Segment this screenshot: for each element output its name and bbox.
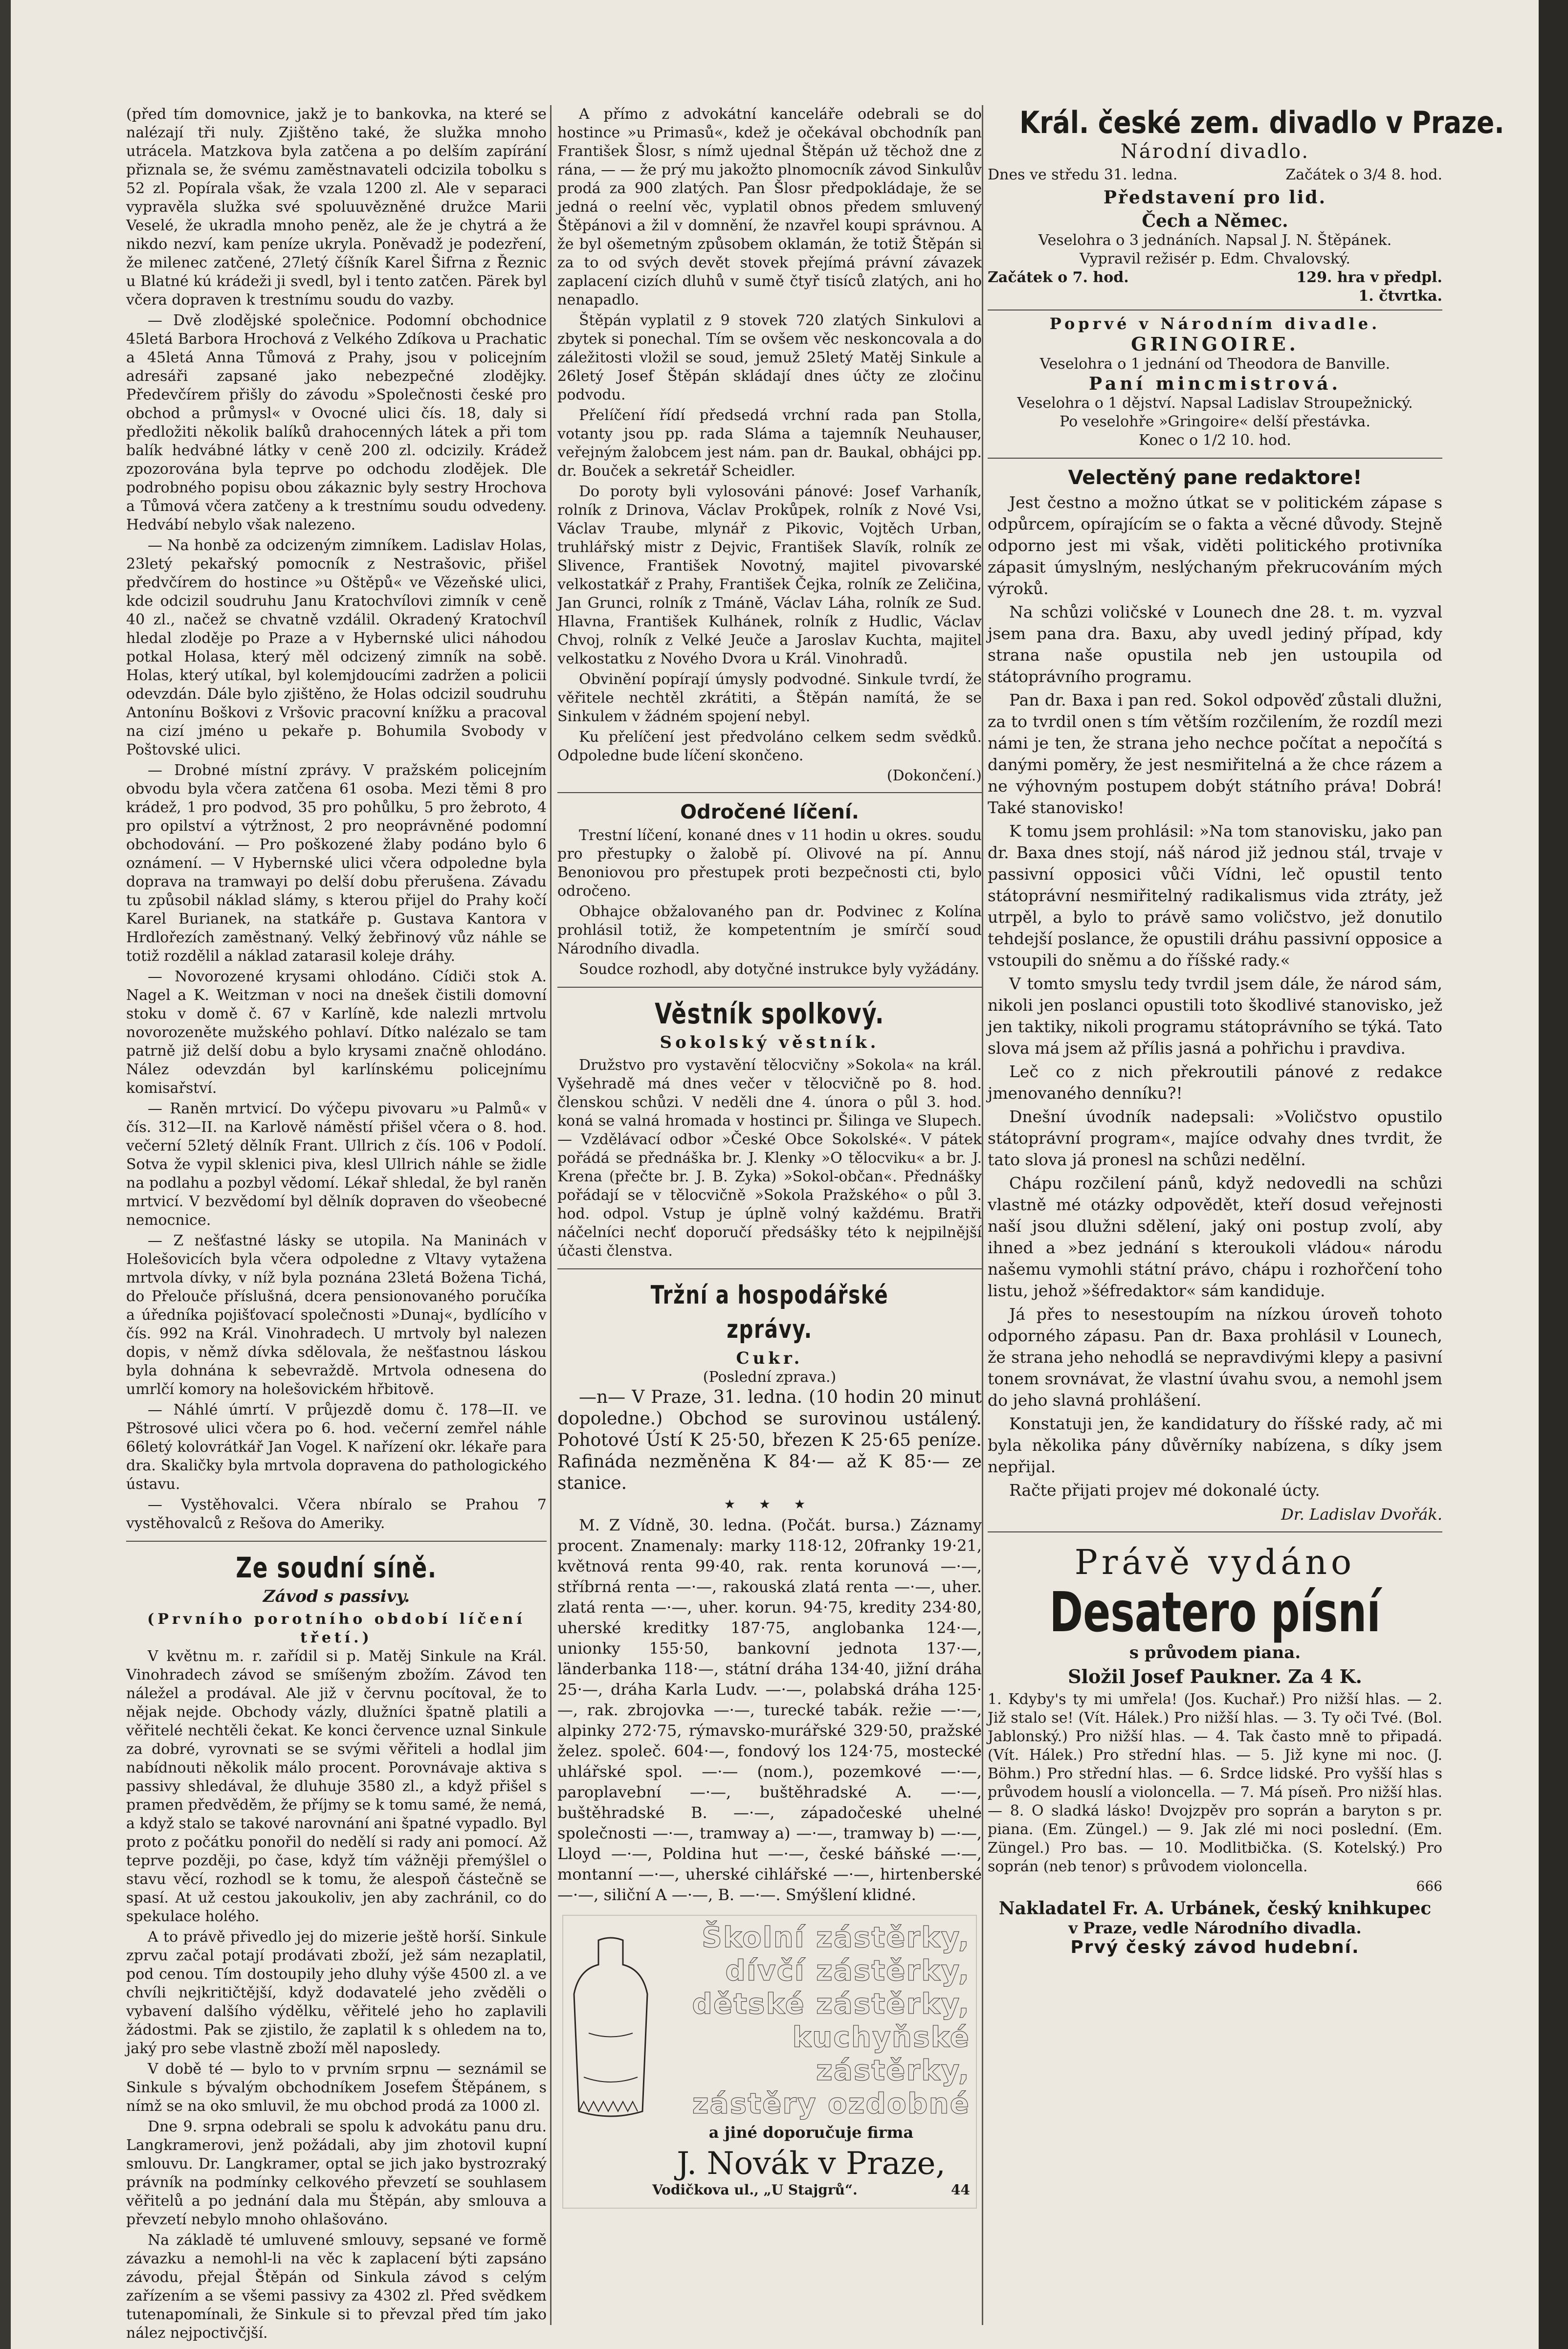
court-continued: Štěpán vyplatil z 9 stovek 720 zlatých Sinkulovi a zbytek si ponechal. Tím se ovšem věc neskoncovala a do záležitosti vložil se soud, jemuž 25letý Matěj Sinkule a 26letý Josef Štěpán skládají dnes účty ze zločinu podvodu. <box>557 312 982 403</box>
ad-publisher-address: v Praze, vedle Národního divadla. <box>1068 1919 1362 1937</box>
section-divider <box>557 987 982 988</box>
ad-address: Vodičkova ul., „U Stajgrů“. <box>652 2182 858 2198</box>
court-continued: Ku přelíčení jest předvoláno celkem sedm svědků. Odpoledne bude líčení skončeno. <box>557 729 982 764</box>
article-drobne: — Drobné místní zprávy. V pražském policejním obvodu byla včera zatčena 61 osoba. Mezi těmi 8 pro krádež, 1 pro podvod, 35 pro pohůlku, 5 pro žebroto, 4 pro opilství a výtržnost, 2 pro neoprávněné podomní obchodování. — Pro poškozené žlaby podáno bylo 6 oznámení. — V Hybernské ulici včera odpoledne byla doprava na tramwayi po delší dobu přerušena. Závadu tu způsobil náklad slámy, s kterou přijel do Prahy kočí Karel Burianek, na statkáře p. Gustava Kantora v Hrdlořezích zaměstnaný. Velký žebřinový vůz náhle se totiž rozdělil a náklad zatarasil koleje dráhy. <box>126 762 547 965</box>
play-intermission: Po veselohře »Gringoire« delší přestávka. <box>1060 413 1370 430</box>
apron-illustration-icon <box>569 1935 652 2121</box>
ad-pruvodem: s průvodem piana. <box>1129 1643 1301 1662</box>
column-rule-1 <box>550 105 552 2325</box>
section-divider <box>988 458 1442 459</box>
ad-desatero-pisni: Desatero písní <box>1049 1581 1381 1644</box>
article-ranen: — Raněn mrtvicí. Do výčepu pivovaru »u Palmů« v čís. 312—II. na Karlově náměstí přišel včera o 8. hod. večerní 52letý dělník Frant. Ullrich z čís. 106 v Podolí. Sotva že vypil sklenici piva, klesl Ullrich náhle se židle na podlahu a pozbyl vědomí. Lékař shledal, že byl raněn mrtvicí. V bezvědomí byl dělník dopraven do všeobecné nemocnice. <box>126 1100 547 1229</box>
column-3 <box>988 105 1504 2320</box>
ad-song-list: 1. Kdyby's ty mi umřela! (Jos. Kuchař.) Pro nižší hlas. — 2. Již stalo se! (Vít. Hálek.) Pro nižší hlas. — 3. Ty oči Tvé. (Bol. Jablonský.) Pro nižší hlas. — 4. Tak často mně to připadá. (Vít. Hálek.) Pro střední hlas. — 5. Již kyne mi noc. (J. Böhm.) Pro střední hlas. — 6. Srdce lidské. Pro vyšší hlas s průvodem houslí a violoncella. — 7. Má píseň. Pro nižší hlas. — 8. O sladká lásko! Dvojzpěv pro soprán a baryton s pr. piana. (Em. Züngel.) — 9. Jak zlé mi noci poslední. (Em. Züngel.) Pro bas. — 10. Modlitbička. (S. Kotelský.) Pro soprán (neb tenor) s průvodem violoncella. <box>988 1691 1442 1875</box>
ad-prave-vydano: Právě vydáno <box>1074 1542 1356 1582</box>
court-paragraph: Na základě té umluvené smlouvy, sepsané ve formě závazku a nemohl-li na věc k zaplacení býti zapsáno závodu, přejal Štěpán od Sinkula závod s celým zařízením a se všemi passivy za 4302 zl. Před svědkem tutenapomínali, že Sinkule si to převzal před tím jako nález nejpoctivčjší. <box>126 2232 547 2342</box>
letter-paragraph: Chápu rozčilení pánů, když nedovedli na schůzi vlastně mé otázky odpovědět, kteří dosud veřejnosti naší jsou dlužni sdělení, jaký oni postup zvolí, aby ihned a »bez jednání s kteroukoli vládou« národu našemu vymohli státní právo, chápu i rozhořčení toho listu, jehož »šéfredaktor« sám kandiduje. <box>988 1174 1442 1300</box>
letter-signature: Dr. Ladislav Dvořák. <box>1281 1505 1442 1524</box>
section-title-trzni: Tržní a hospodářské zprávy. <box>650 1281 889 1344</box>
bursa-paragraph: M. Z Vídně, 30. ledna. (Počát. bursa.) Záznamy procent. Znamenaly: marky 118·12, 20franky 19·21, květnová renta 99·40, rak. renta korunová —·—, stříbrná renta —·—, rakouská zlatá renta —·—, uher. zlatá renta —·—, uher. korun. 94·75, kredity 234·80, uherské kreditky 187·75, anglobanka 124·—, unionky 155·50, bankovní jednota 137·—, länderbanka 118·—, státní dráha 134·40, jižní dráha 25·—, dráha Karla Ludv. —·—, polabská dráha 125·—, rak. zbrojovka —·—, turecké tabák. režie —·—, alpinky 272·75, rýmavsko-murářské 329·50, pražské želez. společ. 604·—, fondový los 124·75, mostecké uhlářské spol. —·— (nom.), pozemkové —·—, paroplavební —·—, buštěhradské A. —·—, buštěhradské B. —·—, západočeské uhelné společnosti —·—, tramway a) —·—, tramway b) —·—, Lloyd —·—, Poldina hut —·—, české báňské —·—, montanní —·—, uherské cihlářské —·—, hirtenberské —·—, siliční A —·—, B. —·—. Smýšlení klidné. <box>557 1516 982 1904</box>
theatre-start: Začátek o 3/4 8. hod. <box>1285 166 1442 183</box>
court-session: (Prvního porotního období líčení třetí.) <box>147 1611 526 1646</box>
play-quarter: 1. čtvrtka. <box>1358 288 1442 305</box>
play-end: Konec o 1/2 10. hod. <box>1139 432 1291 449</box>
ad-line-2: dívčí zástěrky, <box>725 1954 970 1987</box>
cukr-paragraph: —n— V Praze, 31. ledna. (10 hodin 20 minut dopoledne.) Obchod se surovinou ustálený. Pohotové Ústí K 25·50, březen K 25·65 peníze. Rafináda nezměněna K 84·— až K 85·— ze stanice. <box>557 1387 982 1493</box>
ad-line-4: kuchyňské zástěrky, <box>792 2020 970 2087</box>
court-subtitle: Závod s passivy. <box>263 1587 410 1606</box>
court-paragraph: V době té — bylo to v prvním srpnu — seznámil se Sinkule s bývalým obchodníkem Josefem Štěpánem, s nímž se na oko smluvil, že mu obchod prodá za 1000 zl. <box>126 2061 547 2115</box>
court-continued: A přímo z advokátní kanceláře odebrali se do hostince »u Primasů«, kdež je očekával obchodník pan František Šlosr, s nímž ujednal Štěpán už těchož dne z rána, — — že prý mu jakožto plnomocník závod Sinkulův prodá za 900 zlatých. Pan Šlosr předpokládaje, že se jedná o reelní věc, vyplatil obnos předem smluvený Štěpánovi a žil v domnění, že nzavřel koupi správnou. A že byl ošemetným způsobem oklamán, že totiž Štěpán si za to od svých devět stovek přejímá právní závazek zaplacení cizích dluhů v sumě čtyř tisíců zlatých, ani ho nenapadlo. <box>557 106 982 309</box>
play-description: Veselohra o 3 jednáních. Napsal J. N. Štěpánek. <box>1038 232 1392 249</box>
vestnik-subtitle: Sokolský věstník. <box>660 1033 880 1052</box>
play-mincmistrova-desc: Veselohra o 1 dějství. Napsal Ladislav Stroupežnický. <box>1017 395 1413 412</box>
ad-recommend: a jiné doporučuje firma <box>708 2123 914 2142</box>
ad-publisher: Nakladatel Fr. A. Urbánek, český knihkupec <box>998 1898 1432 1919</box>
section-title-vestnik: Věstník spolkový. <box>655 997 884 1030</box>
section-divider <box>557 792 982 793</box>
advertisement-aprons <box>562 1915 977 2209</box>
play-director: Vypravil režisér p. Edm. Chvalovský. <box>1080 250 1350 267</box>
odrocene-paragraph: Soudce rozhodl, aby dotyčné instrukce byly vyžádány. <box>579 961 979 978</box>
article-paragraph: (před tím domovnice, jakž je to bankovka, na které se nalézají tři nuly. Zjištěno také, že služka mnoho utrácela. Matzkova byla zatčena a po delším zapírání přiznala se, že svému zaměstnavateli odcizila tobolku s 52 zl. Popírala však, že vzala 1200 zl. Ale v separaci vypravěla služka své spoluuvězněné družce Marii Veselé, že ukradla mnoho peněz, ale že je chytrá a že nikdo nezví, kam peníze ukryla. Poněvadž je podezření, že milenec zatčené, 27letý číšník Karel Šifrna z Řeznic u Blatné kú krádeži ji svedl, byl i tento zatčen. Pärek byl včera dopraven k trestnímu soudu do vazby. <box>126 106 547 309</box>
letter-paragraph: Já přes to nesestoupím na nízkou úroveň tohoto odporného zápasu. Pan dr. Baxa prohlásil v Lounech, že strana jeho nehodlá se nepravdivými klepy a pasivní tonem srovnávat, že vlastní úvahu svou, a nemohl jsem do jeho slavná prohlášení. <box>988 1305 1442 1410</box>
play-gringoire-desc: Veselohra o 1 jednání od Theodora de Banville. <box>1039 355 1391 373</box>
ad-number: 666 <box>1416 1878 1442 1894</box>
article-zlodejske: — Dvě zlodějské společnice. Podomní obchodnice 45letá Barbora Hrochová z Velkého Zdíkova u Prachatic a 45letá Anna Tůmová z Prahy, jsou v policejním adresáři zapsané jako nebezpečné zlodějky. Předevčírem přišly do závodu »Společnosti české pro obchod a průmysl« v Ovocné ulici čís. 18, daly si předložiti několik balíků drahocenných látek a při tom balík hedvábné látky v ceně 200 zl. odcizily. Krádež zpozorována byla teprve po odchodu zlodějek. Dle podrobného popisu obou zákaznic byly sestry Hrochova a Tůmová včera zatčeny a k trestnímu soudu odvedeny. Hedvábí nebylo však nalezeno. <box>126 312 547 533</box>
play-subscription: 129. hra v předpl. <box>1296 269 1442 286</box>
letter-paragraph: Račte přijati projev mé dokonalé úcty. <box>1009 1481 1320 1500</box>
letter-paragraph: Leč co z nich překroutili pánové z redakce jmenovaného denníku?! <box>988 1062 1442 1103</box>
theatre-title: Král. české zem. divadlo v Praze. <box>1019 105 1504 140</box>
cukr-subtitle: (Poslední zprava.) <box>703 1369 837 1386</box>
odrocene-paragraph: Trestní líčení, konané dnes v 11 hodin u okres. soudu pro přestupky o žalobě pí. Olivové na pí. Annu Benoniovou pro přestupek proti bezpečnosti cti, bylo odročeno. <box>557 827 982 900</box>
ad-composer: Složil Josef Paukner. Za 4 K. <box>1068 1665 1362 1687</box>
play-start: Začátek o 7. hod. <box>988 269 1129 286</box>
theatre-subtitle: Národní divadlo. <box>1120 140 1310 163</box>
continuation-note: (Dokončení.) <box>886 767 982 784</box>
letter-paragraph: Pan dr. Baxa i pan red. Sokol odpověď zůstali dlužni, za to tvrdil onen s tím větším rozčilením, že rozdíl mezi námi je ten, že strana jeho nechce počítat a nepočítá s danými poměry, že jest nesmiřitelná a že chce rázem a ne výhovným postupem dobýt státního práva! Dobrá! Také stanovisko! <box>988 690 1442 817</box>
letter-paragraph: Jest čestno a možno útkat se v politickém zápase s odpůrcem, opírajícím se o fakta a věcné důvody. Stejně odporno jest mi však, viděti politického protivníka zápasit úmyslným, neslýchaným překrucováním mých výroků. <box>988 493 1442 598</box>
play-mincmistrova: Paní mincmistrová. <box>1088 374 1342 394</box>
ad-firm: J. Novák v Praze, <box>677 2146 946 2182</box>
court-paragraph: Dne 9. srpna odebrali se spolu k advokátu panu dru. Langkramerovi, jenž požádali, aby jim zhotovil kupní smlouvu. Dr. Langkramer, optal se jich jako bystrozraký právník na podmínky celkového převzetí se souhlasem věřitelů a po jednání dala mu Štěpán, aby smlouva a převzetí nebylo mnoho ohlašováno. <box>126 2118 547 2228</box>
article-utopila: — Z nešťastné lásky se utopila. Na Maninách v Holešovicích byla včera odpoledne z Vltavy vytažena mrtvola dívky, v níž byla poznána 23letá Božena Tichá, do Přeloučе příslušná, dcera pensionovaného poručíka a úředníka pojišťovací společnosti »Dunaj«, bydlícího v čís. 992 na Král. Vinohradech. U mrtvoly byl nalezen dopis, v němž dívka sdělovala, že nešťastnou láskou byla dohnána k sebevraždě. Mrtvola odnesena do umrlčí komory na holešovickém hřbitově. <box>126 1232 547 1398</box>
court-jurors: Do poroty byli vylosováni pánové: Josef Varhaník, rolník z Drinova, Václav Prokůpek, rolník z Nové Vsi, Václav Traube, mlynář z Pikovic, Vojtěch Urban, truhlářský mistr z Dejvic, František Slavík, rolník ze Slivence, František Novotný, majitel pivovarské velkostatkář z Prahy, František Čejka, rolník ze Zeličina, Jan Grunci, rolník z Tmáně, Václav Láha, rolník ze Sud. Hlavna, František Kulhánek, rolník z Hudlic, Václav Chvoj, rolník z Velké Jeuče a Jaroslav Kuchta, majitel velkostatku z Nového Dvora u Král. Vinohradů. <box>557 483 982 667</box>
section-divider <box>988 1531 1442 1532</box>
ad-line-3: dětské zástěrky, <box>692 1987 970 2020</box>
play-gringoire: GRINGOIRE. <box>1131 333 1299 355</box>
ad-line-1: Školní zástěrky, <box>702 1921 970 1954</box>
letter-paragraph: Dnešní úvodník nadepsali: »Voličstvo opustilo státoprávní program«, majíce odvahy dnes tvrdit, že tato slova já pronesl na schůzi nedělní. <box>988 1107 1442 1169</box>
theatre-premiere: Poprvé v Národním divadle. <box>1049 314 1381 333</box>
column-rule-2 <box>982 105 983 2325</box>
page-edge-left <box>0 0 11 2349</box>
letter-paragraph: Konstatuji jen, že kandidatury do říšské rady, ač mi byla několika pány důvěrníky nabízena, s díky jsem nepřijal. <box>988 1414 1442 1476</box>
letter-title: Velectěný pane redaktore! <box>1068 466 1362 489</box>
section-title-court: Ze soudní síně. <box>236 1551 437 1584</box>
court-continued: Obvinění popírají úmysly podvodné. Sinkule tvrdí, že věřitele nechtěl zkrátiti, a Štěpán namítá, že se Sinkulem v žádném spojení nebyl. <box>557 671 982 725</box>
theatre-date: Dnes ve středu 31. ledna. <box>988 166 1178 183</box>
theatre-predstaveni: Představení pro lid. <box>1103 187 1327 208</box>
article-honba: — Na honbě za odcizeným zimníkem. Ladislav Holas, 23letý pekařský pomocník z Nestrašovic, přišel předvčírem do hostince »u Oštěpů« ve Vězeňské ulici, kde odcizil soudruhu Janu Kratochvílovi zimník v ceně 40 zl., načež se chvatně vzdálil. Okradený Kratochvíl hledal zloděje po Praze a v Hybernské ulici náhodou potkal Holasa, který měl odcizený zimník na sobě. Holas, který utíkal, byl kolemjdoucími zadržen a policii odevzdán. Dále bylo zjištěno, že Holas odcizil soudruhu Antonínu Boškovi z Vršovic pracovní knížku a pracoval na cizí jméno u pekaře p. Bohumila Svobody v Poštovské ulici. <box>126 537 547 758</box>
court-paragraph: V květnu m. r. zařídil si p. Matěj Sinkule na Král. Vinohradech závod se smíšeným zbožím. Závod ten náležel a prodával. Ale již v červnu pocítoval, že to nějak nejde. Obchody vázly, dlužníci špatně platili a věřitelé nechtěli čekat. Ke konci července uznal Sinkule za dobré, vyrovnati se se svými věřiteli a hodlal jim nabídnouti několik málo procent. Porovnávaje aktiva s passivy shledával, že dluhuje 3580 zl., a když přišel s pramen předvěděm, že příjmy se k tomu samé, že nemá, a když stalo se takové narovnání ani špatné vypadlo. Byl proto z počátku ponořil do nedělí si rady ani pomocí. Až teprve později, po čase, když tím vážněji přemýšlel o stavu věcí, rozhodl se k tomu, že alespoň částečně se spasí. At už cestou jakoukoliv, jen aby zachránil, co do spekulace holého. <box>126 1648 547 1925</box>
ad-number: 44 <box>951 2182 970 2198</box>
article-vystehovalci: — Vystěhovalci. Včera nbíralo se Prahou 7 vystěhovalců z Rešova do Ameriky. <box>126 1496 547 1532</box>
cukr-title: Cukr. <box>736 1349 803 1368</box>
letter-paragraph: K tomu jsem prohlásil: »Na tom stanovisku, jako pan dr. Baxa dnes stojí, náš národ již jednou stál, trvaje v passivní opposici vůči Vídni, leč opustil tento státoprávní nesmiřitelný radikalismus vida ztráty, jež utrpěl, a bylo to právě samo voličstvo, jež donutilo tehdejší poslance, že opustili dráhu passivní opposice a vstoupili do sněmu a do říšské rady.« <box>988 821 1442 970</box>
play-cech-a-nemec: Čech a Němec. <box>1142 211 1288 231</box>
column-2 <box>557 105 982 2320</box>
article-novorozene: — Novorozené krysami ohlodáno. Cídiči stok A. Nagel a K. Weitzman v noci na dnešek čistili domovní stoku v domě č. 67 v Karlíně, kde nalezli mrtvolu novorozeněte mužského pohlaví. Dítko nalézalo se tam patrně již delší dobu a bylo krysami značně ohlodáno. Nález odevzdán byl karlínskému policejnímu komisařství. <box>126 968 547 1097</box>
court-continued: Přelíčení řídí předsedá vrchní rada pan Stolla, votanty jsou pp. rada Sláma a tajemník Neuhauser, veřejným žalobcem jest nám. pan dr. Baukal, obhájci pp. dr. Bouček a sekretář Scheidler. <box>557 407 982 480</box>
odrocene-paragraph: Obhajce obžalovaného pan dr. Podvinec z Kolína prohlásil totiž, že kompetentním je smírčí soud Národního divadla. <box>557 903 982 957</box>
ad-music-store: Prvý český závod hudební. <box>1070 1937 1360 1957</box>
section-title-odrocene: Odročené líčení. <box>680 801 859 823</box>
section-stars: ★ ★ ★ <box>724 1497 816 1512</box>
section-divider <box>557 1268 982 1269</box>
page-edge-right <box>1539 0 1568 2349</box>
ad-line-5: zástěry ozdobné <box>692 2087 970 2120</box>
section-divider <box>126 1541 547 1542</box>
court-paragraph: A to právě přivedlo jej do mizerie ještě horší. Sinkule zprvu začal potají prodávati zboží, jež sám nezaplatil, pod cenou. Tím dostoupily jeho dluhy výše 4500 zl. a ve chvíli nejkritičtější, když dodavatelé jeho zvěděli o vybavení dalšího výdělku, věřitelé jeho ho zaplavili žádostmi. Pak se zjistilo, že zaplatil k s ohledem na to, jaký pro sebe vlastně zboží měl naposledy. <box>126 1928 547 2057</box>
letter-paragraph: V tomto smyslu tedy tvrdil jsem dále, že národ sám, nikoli jen poslanci opustili toto škodlivé stanovisko, jež jen taktiky, nikoli programu státoprávního se týká. Tato slova má jsem až přílis jasná a pohřichu i pravdiva. <box>988 974 1442 1058</box>
letter-paragraph: Na schůzi voličské v Lounech dne 28. t. m. vyzval jsem pana dra. Baxu, aby uvedl jediný případ, kdy strana naše opustila neb jen ustoupila od státoprávního programu. <box>988 602 1442 686</box>
article-umrti: — Náhlé úmrtí. V průjezdě domu č. 178—II. ve Pštrosové ulici včera po 6. hod. večerní zemřel náhle 66letý kolovrátkář Jan Vogel. K nařízení okr. lékaře para dra. Skaličky byla mrtvola dopravena do pathologického ústavu. <box>126 1401 547 1493</box>
column-1 <box>126 105 547 2342</box>
vestnik-paragraph: Družstvo pro vystavění tělocvičny »Sokola« na král. Vyšehradě má dnes večer v tělocvičně po 8. hod. členskou schůzi. V neděli dne 4. února o půl 3. hod. koná se valná hromada v hostinci pr. Šilinga ve Slupech. — Vzdělávací odbor »České Obce Sokolské«. V pátek pořádá se přednáška br. J. Klenky »O tělocviku« a br. J. Krena (přečte br. J. B. Zyka) »Sokol-občan«. Přednášky pořádají se v tělocvičně »Sokola Pražského« o půl 3. hod. odpol. Vstup je úplně volný každému. Bratři náčelníci nechť doporučí předsášky této k nejpilnější účasti členstva. <box>557 1057 982 1260</box>
